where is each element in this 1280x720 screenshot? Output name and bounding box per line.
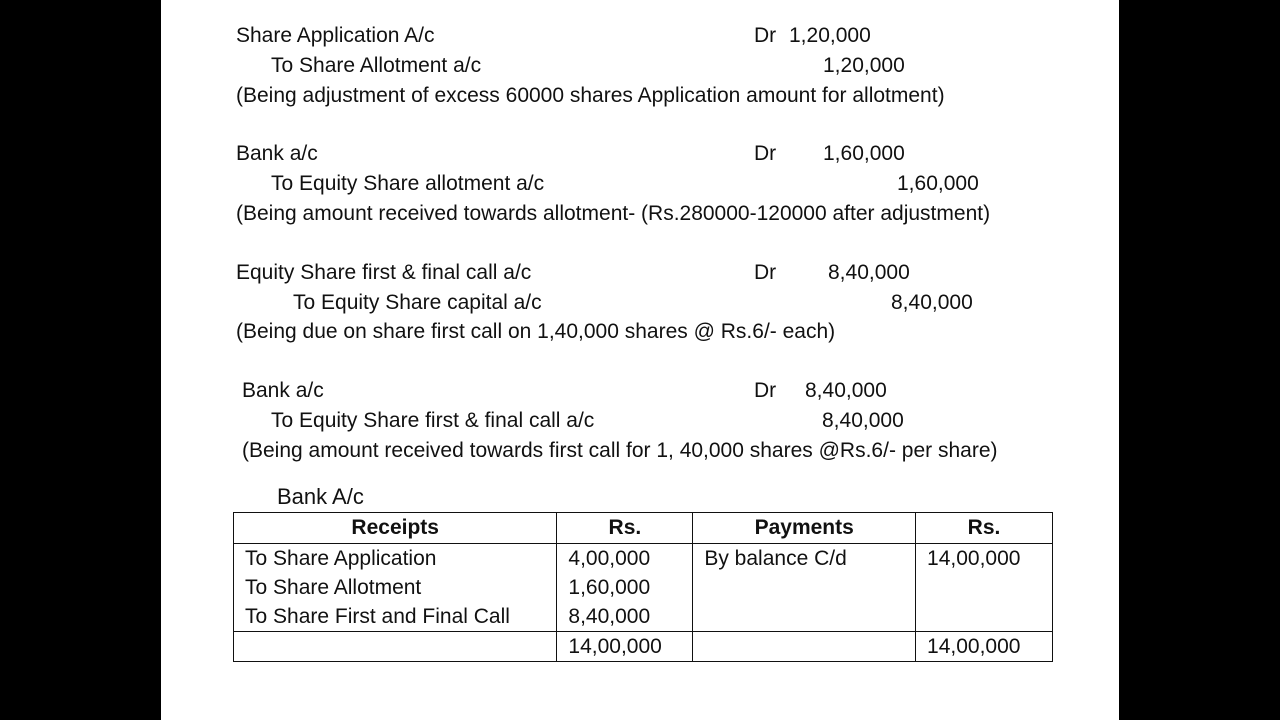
totals-row [234,632,1053,662]
entry-1-credit-account: To Share Allotment a/c [271,54,482,77]
receipt-total: 14,00,000 [557,632,693,662]
entry-2-dr-label: Dr [754,142,777,165]
entry-1-narration: (Being adjustment of excess 60000 shares Application amount for allotment) [236,84,945,107]
payment-item [693,602,916,632]
receipt-item: To Share First and Final Call [234,602,557,632]
receipt-item: To Share Application [234,544,557,574]
entry-3-debit-account: Equity Share first & final call a/c [236,261,532,284]
receipt-total-label [234,632,557,662]
payment-total: 14,00,000 [916,632,1053,662]
entry-2-debit-amount: 1,60,000 [823,142,905,165]
receipt-amount: 1,60,000 [557,573,693,602]
table-row [234,602,1053,632]
header-payments: Payments [693,513,916,544]
table-row [234,573,1053,602]
entry-4-credit-account: To Equity Share first & final call a/c [271,409,595,432]
ledger-title: Bank A/c [277,484,364,509]
table-row [234,544,1053,574]
entry-2-debit-account: Bank a/c [236,142,318,165]
entry-4-debit-account: Bank a/c [242,379,324,402]
entry-1-credit-amount: 1,20,000 [823,54,905,77]
header-receipts-amount: Rs. [557,513,693,544]
bank-ledger-table [233,512,1053,662]
payment-total-label [693,632,916,662]
receipt-item: To Share Allotment [234,573,557,602]
entry-4-narration: (Being amount received towards first call for 1, 40,000 shares @Rs.6/- per share) [242,439,998,462]
header-receipts: Receipts [234,513,557,544]
entry-1-debit-amount: 1,20,000 [789,24,871,47]
entry-2-narration: (Being amount received towards allotment- (Rs.280000-120000 after adjustment) [236,202,991,225]
receipt-amount: 4,00,000 [557,544,693,574]
entry-4-dr-label: Dr [754,379,777,402]
payment-amount [916,573,1053,602]
entry-3-credit-account: To Equity Share capital a/c [293,291,542,314]
entry-4-debit-amount: 8,40,000 [805,379,887,402]
header-payments-amount: Rs. [916,513,1053,544]
entry-1-debit-account: Share Application A/c [236,24,435,47]
payment-amount: 14,00,000 [916,544,1053,574]
entry-1-dr-label: Dr [754,24,777,47]
entry-3-dr-label: Dr [754,261,777,284]
receipt-amount: 8,40,000 [557,602,693,632]
payment-item [693,573,916,602]
ledger-header-row [234,513,1053,544]
entry-3-narration: (Being due on share first call on 1,40,000 shares @ Rs.6/- each) [236,320,836,343]
entry-2-credit-account: To Equity Share allotment a/c [271,172,545,195]
payment-item: By balance C/d [693,544,916,574]
entry-4-credit-amount: 8,40,000 [822,409,904,432]
entry-3-debit-amount: 8,40,000 [828,261,910,284]
entry-2-credit-amount: 1,60,000 [897,172,979,195]
entry-3-credit-amount: 8,40,000 [891,291,973,314]
payment-amount [916,602,1053,632]
slide [161,0,1119,720]
